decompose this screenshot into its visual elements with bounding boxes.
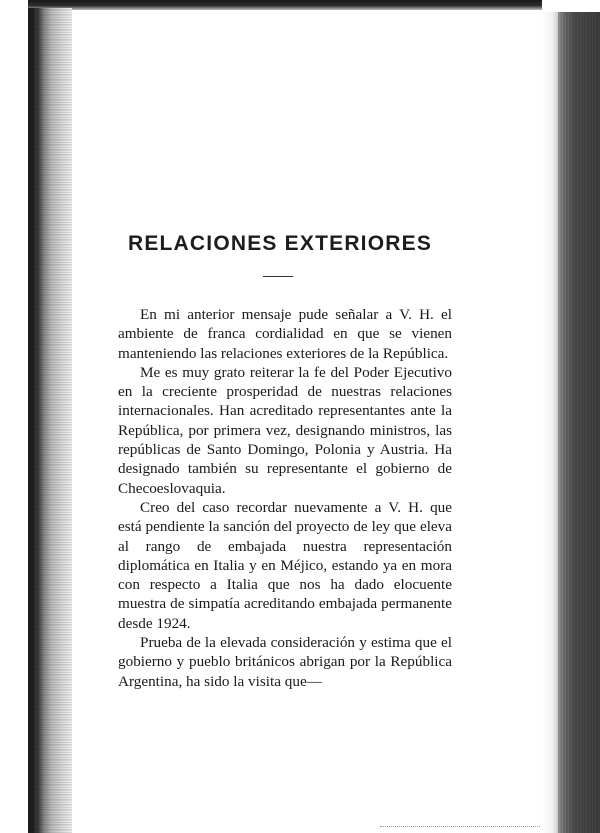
paragraph: Me es muy grato reiterar la fe del Poder Ejecutivo en la creciente prosperidad de nuestras relaciones internacionales. Han acreditado representantes ante la República, por primera vez, designando ministros, las repúblicas de Santo Domingo, Polonia y Austria. Ha designado también su representante el gobierno de Checoeslovaquia. — [118, 363, 452, 497]
paragraph: En mi anterior mensaje pude señalar a V. H. el ambiente de franca cordialidad en que se vienen manteniendo las relaciones exteriores de la República. — [118, 306, 452, 362]
scan-right-shadow — [542, 12, 558, 833]
scan-left-edge — [30, 8, 72, 833]
body-text — [118, 305, 452, 691]
scan-left-border — [28, 8, 34, 833]
paragraph: Prueba de la elevada consideración y estima que el gobierno y pueblo británicos abrigan por la República Argentina, ha sido la visita que— — [118, 634, 452, 690]
scan-bottom-mark — [380, 825, 540, 827]
scan-top-edge — [28, 0, 542, 10]
scan-right-edge — [558, 12, 600, 833]
section-heading: RELACIONES EXTERIORES — [127, 232, 433, 255]
paragraph: Creo del caso recordar nuevamente a V. H. que está pendiente la sanción del proyecto de ley que eleva al rango de embajada nuestra representación diplomática en Italia y en Méjico, estando ya en mora con respecto a Italia que nos ha dado elocuente muestra de simpatía acreditando embajada permanente desde 1924. — [118, 498, 452, 632]
heading-rule — [263, 276, 293, 277]
